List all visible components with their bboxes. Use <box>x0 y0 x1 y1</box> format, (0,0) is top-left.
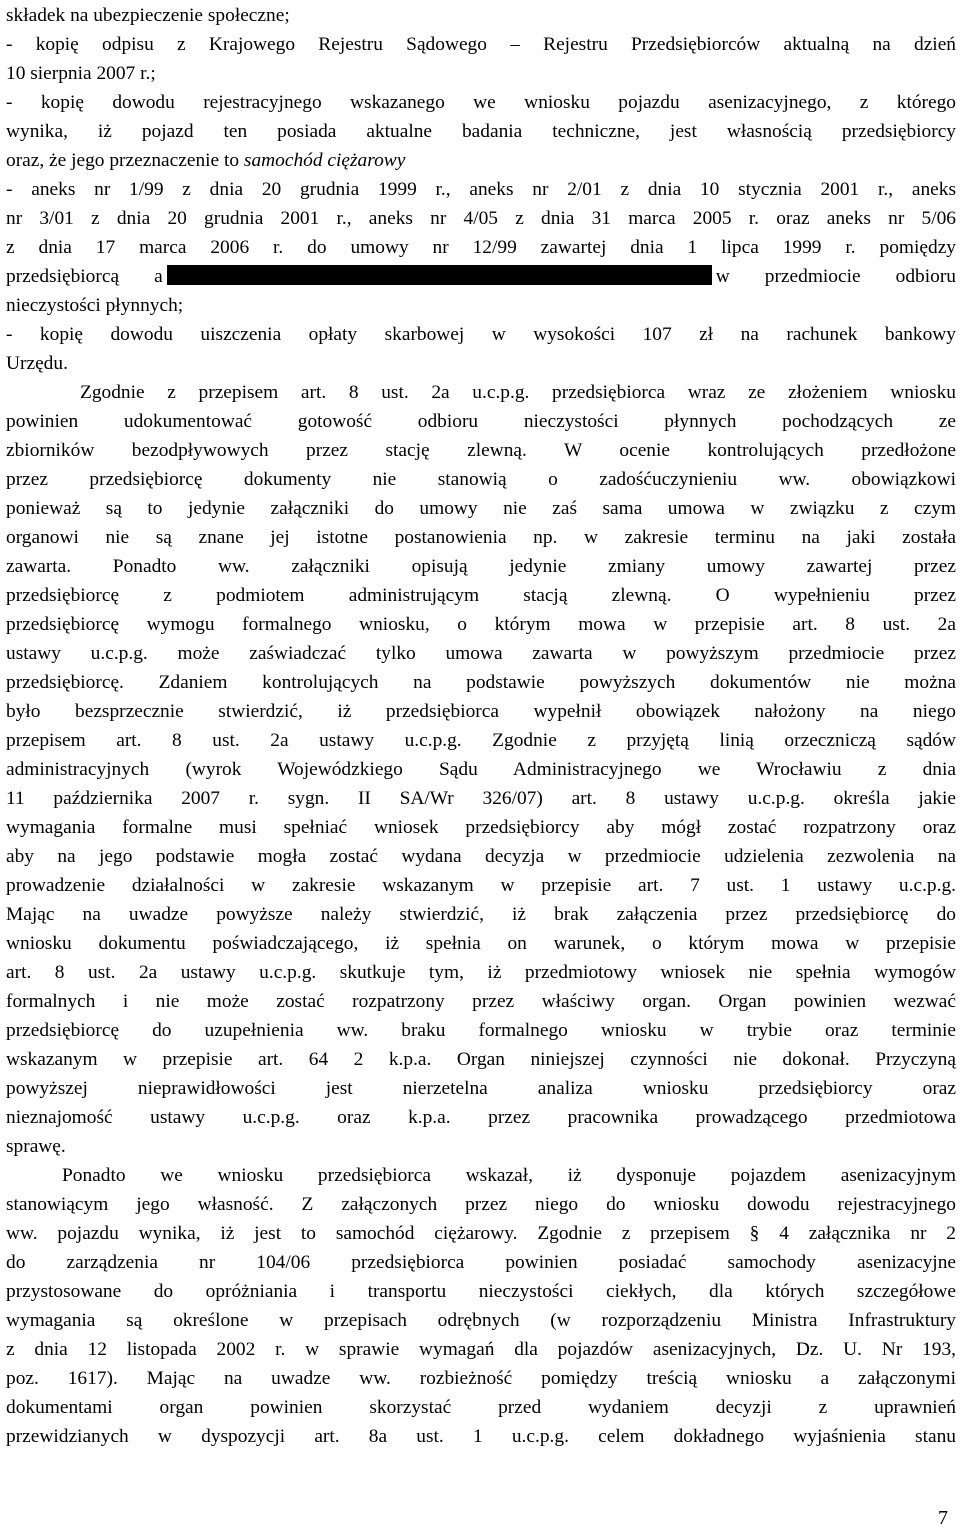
text-line: art. 8 ust. 2a ustawy u.c.p.g. skutkuje tym, iż przedmiotowy wniosek nie spełnia wymogów <box>6 962 956 983</box>
text-line: było bezsprzecznie stwierdzić, iż przedsiębiorca wypełnił obowiązek nałożony na niego <box>6 701 956 722</box>
text-line: przedsiębiorcę. Zdaniem kontrolujących na podstawie powyższych dokumentów nie można <box>6 672 956 693</box>
text-line: ponieważ są to jedynie załączniki do umowy nie zaś sama umowa w związku z czym <box>6 498 956 519</box>
text-span: przedsiębiorcą a <box>6 266 163 287</box>
text-line: przedsiębiorcę do uzupełnienia ww. braku formalnego wniosku w trybie oraz terminie <box>6 1020 956 1041</box>
text-line: - aneks nr 1/99 z dnia 20 grudnia 1999 r., aneks nr 2/01 z dnia 10 stycznia 2001 r., aneks <box>6 179 956 200</box>
text-line: zawarta. Ponadto ww. załączniki opisują jedynie zmiany umowy zawartej przez <box>6 556 956 577</box>
text-line: ustawy u.c.p.g. może zaświadczać tylko umowa zawarta w powyższym przedmiocie przez <box>6 643 956 664</box>
text-line: 10 sierpnia 2007 r.; <box>6 63 156 84</box>
text-span: w przedmiocie odbioru <box>715 266 956 287</box>
text-line: wskazanym w przepisie art. 64 2 k.p.a. Organ niniejszej czynności nie dokonał. Przyczyną <box>6 1049 956 1070</box>
text-line: nr 3/01 z dnia 20 grudnia 2001 r., aneks nr 4/05 z dnia 31 marca 2005 r. oraz aneks nr 5/06 <box>6 208 956 229</box>
text-line: dokumentami organ powinien skorzystać przed wydaniem decyzji z uprawnień <box>6 1397 956 1418</box>
text-line: powinien udokumentować gotowość odbioru nieczystości płynnych pochodzących ze <box>6 411 956 432</box>
text-line: przez przedsiębiorcę dokumenty nie stanowią o zadośćuczynieniu ww. obowiązkowi <box>6 469 956 490</box>
text-line: z dnia 12 listopada 2002 r. w sprawie wymagań dla pojazdów asenizacyjnych, Dz. U. Nr 193, <box>6 1339 956 1360</box>
text-line: administracyjnych (wyrok Wojewódzkiego Sądu Administracyjnego we Wrocławiu z dnia <box>6 759 956 780</box>
text-line: nieznajomość ustawy u.c.p.g. oraz k.p.a. przez pracownika prowadzącego przedmiotowa <box>6 1107 956 1128</box>
text-line: przedsiębiorcę wymogu formalnego wniosku, o którym mowa w przepisie art. 8 ust. 2a <box>6 614 956 635</box>
text-line: formalnych i nie może zostać rozpatrzony przez właściwy organ. Organ powinien wezwać <box>6 991 956 1012</box>
text-line: wymagania są określone w przepisach odrębnych (w rozporządzeniu Ministra Infrastruktury <box>6 1310 956 1331</box>
text-line: organowi nie są znane jej istotne postanowienia np. w zakresie terminu na jaki została <box>6 527 956 548</box>
text-line: poz. 1617). Mając na uwadze ww. rozbieżność pomiędzy treścią wniosku a załączonymi <box>6 1368 956 1389</box>
text-span: oraz, że jego przeznaczenie to <box>6 150 244 171</box>
text-line: przepisem art. 8 ust. 2a ustawy u.c.p.g. Zgodnie z przyjętą linią orzeczniczą sądów <box>6 730 956 751</box>
text-line: przewidzianych w dyspozycji art. 8a ust. 1 u.c.p.g. celem dokładnego wyjaśnienia stanu <box>6 1426 956 1447</box>
text-line: Mając na uwadze powyższe należy stwierdzić, iż brak załączenia przez przedsiębiorcę do <box>6 904 956 925</box>
text-line: zbiorników bezodpływowych przez stację zlewną. W ocenie kontrolujących przedłożone <box>6 440 956 461</box>
text-line: przystosowane do opróżniania i transportu nieczystości ciekłych, dla których szczegółowe <box>6 1281 956 1302</box>
text-line: Zgodnie z przepisem art. 8 ust. 2a u.c.p.g. przedsiębiorca wraz ze złożeniem wniosku <box>80 382 956 403</box>
page-number: 7 <box>938 1507 948 1529</box>
text-line: - kopię odpisu z Krajowego Rejestru Sądowego – Rejestru Przedsiębiorców aktualną na dzień <box>6 34 956 55</box>
text-line: 11 października 2007 r. sygn. II SA/Wr 326/07) art. 8 ustawy u.c.p.g. określa jakie <box>6 788 956 809</box>
text-line: nieczystości płynnych; <box>6 295 184 316</box>
text-line: z dnia 17 marca 2006 r. do umowy nr 12/99 zawartej dnia 1 lipca 1999 r. pomiędzy <box>6 237 956 258</box>
text-line: prowadzenie działalności w zakresie wskazanym w przepisie art. 7 ust. 1 ustawy u.c.p.g. <box>6 875 956 896</box>
text-line: wymagania formalne musi spełniać wniosek przedsiębiorcy aby mógł zostać rozpatrzony oraz <box>6 817 956 838</box>
text-line: przedsiębiorcę z podmiotem administrującym stacją zlewną. O wypełnieniu przez <box>6 585 956 606</box>
text-line: wniosku dokumentu poświadczającego, iż spełnia on warunek, o którym mowa w przepisie <box>6 933 956 954</box>
text-line <box>6 149 956 173</box>
text-line: - kopię dowodu rejestracyjnego wskazanego we wniosku pojazdu asenizacyjnego, z którego <box>6 92 956 113</box>
text-line: Urzędu. <box>6 353 68 374</box>
text-line <box>6 265 956 289</box>
text-line: - kopię dowodu uiszczenia opłaty skarbowej w wysokości 107 zł na rachunek bankowy <box>6 324 956 345</box>
text-line: Ponadto we wniosku przedsiębiorca wskazał, iż dysponuje pojazdem asenizacyjnym <box>62 1165 956 1186</box>
text-line: wynika, iż pojazd ten posiada aktualne badania techniczne, jest własnością przedsiębiorcy <box>6 121 956 142</box>
text-line: powyższej nieprawidłowości jest nierzetelna analiza wniosku przedsiębiorcy oraz <box>6 1078 956 1099</box>
text-line: aby na jego podstawie mogła zostać wydana decyzja w przedmiocie udzielenia zezwolenia na <box>6 846 956 867</box>
text-line: do zarządzenia nr 104/06 przedsiębiorca powinien posiadać samochody asenizacyjne <box>6 1252 956 1273</box>
text-line: ww. pojazdu wynika, iż jest to samochód ciężarowy. Zgodnie z przepisem § 4 załącznika nr 2 <box>6 1223 956 1244</box>
redaction-bar <box>167 265 712 285</box>
text-line: składek na ubezpieczenie społeczne; <box>6 5 290 26</box>
text-line: sprawę. <box>6 1136 66 1157</box>
italic-text: samochód ciężarowy <box>243 150 406 171</box>
text-line: stanowiącym jego własność. Z załączonych przez niego do wniosku dowodu rejestracyjnego <box>6 1194 956 1215</box>
